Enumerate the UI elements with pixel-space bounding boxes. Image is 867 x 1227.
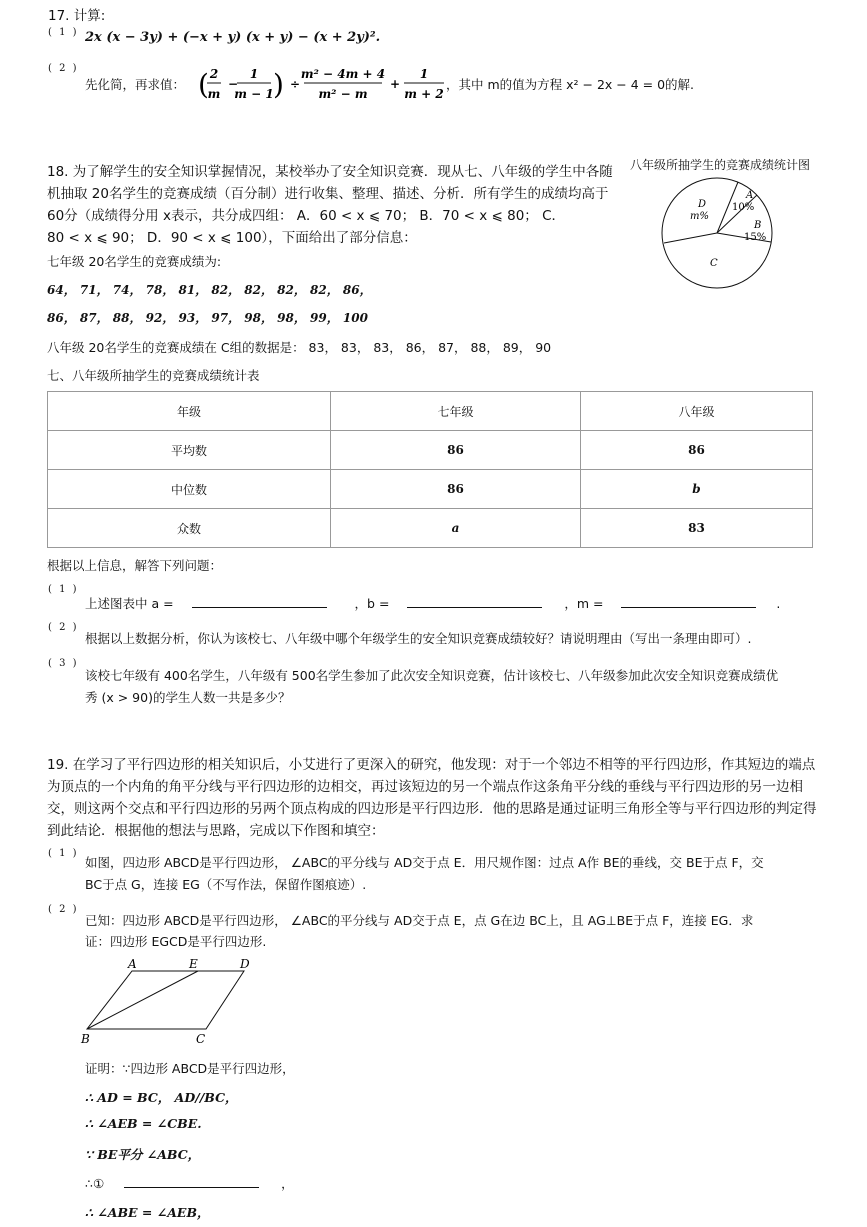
table-header: 年级 xyxy=(48,392,331,431)
q18-line3: 60分（成绩得分用 x表示，共分成四组： A．60 < x ⩽ 70； B．70 < x ⩽ 80； C． xyxy=(47,208,566,224)
vertex-label-d: D xyxy=(240,957,250,971)
pie-label-c: C xyxy=(710,258,718,269)
svg-text:m: m xyxy=(207,87,221,101)
q18-part1-a-label: 上述图表中 a = xyxy=(85,596,174,611)
q18-part1-b-label: ，b = xyxy=(354,596,390,611)
proof-line-3: ∴ ∠AEB = ∠CBE. xyxy=(85,1116,202,1131)
svg-text:m² − m: m² − m xyxy=(318,87,368,101)
table-cell: b xyxy=(581,470,813,509)
grade7-scores-row2: 86， 87， 88， 92， 93， 97， 98， 98， 99， 100 xyxy=(47,311,368,325)
proof-blank-1[interactable] xyxy=(124,1174,259,1188)
proof-line-4: ∵ BE平分 ∠ABC， xyxy=(85,1147,201,1162)
proof-line-1: 证明：∵四边形 ABCD是平行四边形， xyxy=(85,1061,295,1076)
pie-label-d-pct: m% xyxy=(690,211,709,222)
table-row xyxy=(48,470,813,509)
q19-line4: 到此结论．根据他的想法与思路，完成以下作图和填空： xyxy=(47,823,385,839)
table-cell: 86 xyxy=(331,431,581,470)
q19-line2: 为顶点的一个内角的角平分线与平行四边形的边相交，再过该短边的另一个端点作这条角平分线的垂线与平行四边形的另一边相 xyxy=(47,779,803,795)
q19-part1-number: ( 1 ) xyxy=(48,848,79,859)
q19-part2-line2: 证：四边形 EGCD是平行四边形. xyxy=(85,934,267,949)
svg-text:): ) xyxy=(273,68,284,101)
q17-part1-expression: 2x (x − 3y) + (−x + y) (x + y) − (x + 2y)². xyxy=(85,30,381,45)
q18-line2: 机抽取 20名学生的竞赛成绩（百分制）进行收集、整理、描述、分析．所有学生的成绩均高于 xyxy=(47,186,609,202)
proof-step-1-label: ∴① xyxy=(85,1176,105,1191)
q18-part1-number: ( 1 ) xyxy=(48,584,79,595)
q19-part1-line1: 如图，四边形 ABCD是平行四边形， ∠ABC的平分线与 AD交于点 E．用尺规作图：过点 A作 BE的垂线，交 BE于点 F，交 xyxy=(85,855,764,870)
q18-part3-line2: 秀 (x > 90)的学生人数一共是多少？ xyxy=(85,690,291,705)
vertex-label-e: E xyxy=(189,957,198,971)
table-cell: 83 xyxy=(581,509,813,548)
table-cell: 中位数 xyxy=(48,470,331,509)
q17-part2-prefix: 先化简，再求值： xyxy=(85,77,186,92)
q17-title: 17. 计算: xyxy=(48,8,106,24)
vertex-label-b: B xyxy=(81,1032,90,1046)
pie-chart-title: 八年级所抽学生的竞赛成绩统计图 xyxy=(630,158,811,172)
parallelogram-abcd xyxy=(87,971,244,1029)
q19-part1-line2: BC于点 G，连接 EG（不写作法，保留作图痕迹）. xyxy=(85,877,367,892)
q18-part2-text: 根据以上数据分析，你认为该校七、八年级中哪个年级学生的安全知识竞赛成绩较好？请说明理由（写出一条理由即可）. xyxy=(85,631,752,646)
grade7-scores-row1: 64， 71， 74， 78， 81， 82， 82， 82， 82， 86， xyxy=(47,283,372,297)
q17-part2-suffix: ，其中 m的值为方程 x² − 2x − 4 = 0的解. xyxy=(446,77,695,92)
vertex-label-c: C xyxy=(196,1032,206,1046)
q18-answer-intro: 根据以上信息，解答下列问题： xyxy=(47,558,223,573)
table-header: 八年级 xyxy=(581,392,813,431)
q18-part2-number: ( 2 ) xyxy=(48,622,79,633)
table-row xyxy=(48,431,813,470)
table-cell: 平均数 xyxy=(48,431,331,470)
proof-line-5 xyxy=(85,1174,294,1192)
pie-label-b-pct: 15% xyxy=(744,232,767,243)
svg-text:2: 2 xyxy=(209,67,219,81)
svg-text:1: 1 xyxy=(249,67,259,81)
stats-table-title: 七、八年级所抽学生的竞赛成绩统计表 xyxy=(47,368,260,383)
svg-text:m − 1: m − 1 xyxy=(234,87,274,101)
q18-part3-number: ( 3 ) xyxy=(48,658,79,669)
answer-blank-b[interactable] xyxy=(407,594,542,608)
q19-part2-number: ( 2 ) xyxy=(48,904,79,915)
table-cell: a xyxy=(331,509,581,548)
table-cell: 86 xyxy=(581,431,813,470)
svg-text:(: ( xyxy=(198,68,209,101)
q18-part1 xyxy=(85,594,780,612)
q17-part1-number: ( 1 ) xyxy=(48,27,79,38)
svg-text:m + 2: m + 2 xyxy=(404,87,444,101)
q19-part2-line1: 已知：四边形 ABCD是平行四边形， ∠ABC的平分线与 AD交于点 E，点 G在边 BC上，且 AG⊥BE于点 F，连接 EG．求 xyxy=(85,913,754,928)
pie-label-d: D xyxy=(698,199,707,210)
q18-line1: 18. 为了解学生的安全知识掌握情况，某校举办了安全知识竞赛．现从七、八年级的学生中各随 xyxy=(47,164,613,180)
q17-part2-expression xyxy=(196,62,446,111)
pie-label-a: A xyxy=(746,190,754,201)
pie-chart xyxy=(660,176,775,294)
q18-part3-line1: 该校七年级有 400名学生，八年级有 500名学生参加了此次安全知识竞赛，估计该校七、八年级参加此次安全知识竞赛成绩优 xyxy=(85,668,779,683)
svg-text:m² − 4m + 4: m² − 4m + 4 xyxy=(300,67,386,81)
proof-line-6: ∴ ∠ABE = ∠AEB， xyxy=(85,1205,210,1220)
parallelogram-figure xyxy=(78,955,258,1050)
svg-text:1: 1 xyxy=(419,67,429,81)
answer-blank-a[interactable] xyxy=(192,594,327,608)
svg-text:÷: ÷ xyxy=(290,77,301,91)
answer-blank-m[interactable] xyxy=(621,594,756,608)
table-header: 七年级 xyxy=(331,392,581,431)
grade8-c-group: 八年级 20名学生的竞赛成绩在 C组的数据是： 83， 83， 83， 86， 87， 88， 89， 90 xyxy=(47,340,552,355)
q19-line1: 19. 在学习了平行四边形的相关知识后，小艾进行了更深入的研究，他发现：对于一个邻边不相等的平行四边形，作其短边的端点 xyxy=(47,757,816,773)
table-row xyxy=(48,509,813,548)
vertex-label-a: A xyxy=(128,957,137,971)
proof-line-2: ∴ AD = BC， AD//BC， xyxy=(85,1090,238,1105)
proof-blank-end: ， xyxy=(281,1176,294,1191)
svg-text:−: − xyxy=(228,77,239,91)
stats-table xyxy=(47,391,813,548)
pie-label-b: B xyxy=(754,220,762,231)
table-header-row xyxy=(48,392,813,431)
table-cell: 众数 xyxy=(48,509,331,548)
pie-label-a-pct: 10% xyxy=(732,202,755,213)
table-cell: 86 xyxy=(331,470,581,509)
q18-part1-m-label: ，m = xyxy=(564,596,604,611)
q18-part1-end: . xyxy=(776,596,781,611)
grade7-intro: 七年级 20名学生的竞赛成绩为: xyxy=(47,254,222,269)
q19-line3: 交，则这两个交点和平行四边形的另两个顶点构成的四边形是平行四边形．他的思路是通过证明三角形全等与平行四边形的判定得 xyxy=(47,801,817,817)
svg-text:+: + xyxy=(390,77,401,91)
q17-part2-number: ( 2 ) xyxy=(48,63,79,74)
q18-line4: 80 < x ⩽ 90； D．90 < x ⩽ 100），下面给出了部分信息： xyxy=(47,230,417,246)
segment-be xyxy=(87,971,198,1029)
